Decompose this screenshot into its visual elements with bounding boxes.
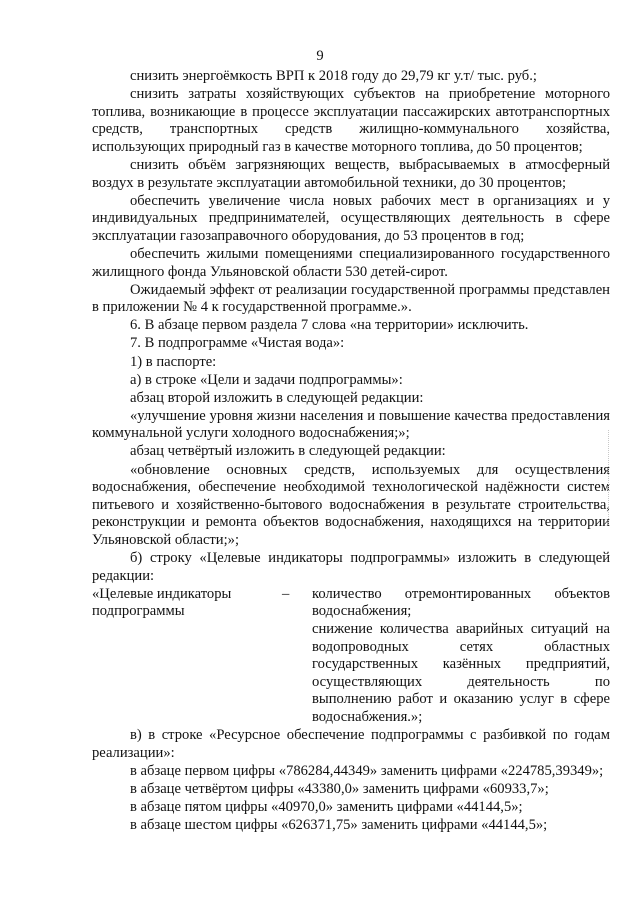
paragraph: 1) в паспорте: <box>130 353 217 370</box>
paragraph: снизить энергоёмкость ВРП к 2018 году до 29,79 кг у.т/ тыс. руб.; <box>130 68 537 84</box>
paragraph: абзац второй изложить в следующей редакции: <box>130 389 424 406</box>
scan-margin-mark <box>608 430 611 525</box>
paragraph: в абзаце четвёртом цифры «43380,0» заменить цифрами «60933,7»; <box>130 780 549 797</box>
paragraph: абзац четвёртый изложить в следующей редакции: <box>130 443 446 460</box>
paragraph: в абзаце шестом цифры «626371,75» заменить цифрами «44144,5»; <box>130 816 548 833</box>
paragraph: «улучшение уровня жизни населения и повышение качества предоставления коммунальной услуги холодного водоснабжения;»; <box>92 407 610 442</box>
indicator-values <box>312 586 610 727</box>
paragraph: в абзаце первом цифры «786284,44349» заменить цифрами «224785,39349»; <box>130 762 604 779</box>
indicator-label: «Целевые индикаторы подпрограммы <box>92 585 232 620</box>
paragraph: б) строку «Целевые индикаторы подпрограммы» изложить в следующей редакции: <box>92 550 610 584</box>
paragraph: снизить затраты хозяйствующих субъектов на приобретение моторного топлива, возникающие в процессе эксплуатации пассажирских автотранспортных средств, транспортных средств жилищно-коммунального хозяйства, использующих природный газ в качестве моторного топлива, до 50 процентов; <box>92 86 610 155</box>
paragraph: в абзаце пятом цифры «40970,0» заменить цифрами «44144,5»; <box>130 798 523 815</box>
paragraph: снизить объём загрязняющих веществ, выбрасываемых в атмосферный воздух в результате эксплуатации автомобильной техники, до 30 процентов; <box>92 156 610 191</box>
page-number: 9 <box>316 48 324 64</box>
paragraph: «обновление основных средств, используемых для осуществления водоснабжения, обеспечение необходимой технологической надёжности систем питьевого и хозяйственно-бытового водоснабжения в результате строительства, реконструкции и ремонта объектов водоснабжения, находящихся на территории Ульяновской области;»; <box>92 461 610 548</box>
paragraph: 7. В подпрограмме «Чистая вода»: <box>130 335 345 352</box>
paragraph: обеспечить увеличение числа новых рабочих мест в организациях и у индивидуальных предпринимателей, осуществляющих деятельность в сфере эксплуатации газозаправочного оборудования, до 53 процентов в год; <box>92 192 610 244</box>
paragraph: а) в строке «Цели и задачи подпрограммы»: <box>130 371 403 388</box>
paragraph: в) в строке «Ресурсное обеспечение подпрограммы с разбивкой по годам реализации»: <box>92 726 610 761</box>
paragraph: 6. В абзаце первом раздела 7 слова «на территории» исключить. <box>130 317 529 334</box>
paragraph: Ожидаемый эффект от реализации государственной программы представлен в приложении № 4 к государственной программе.». <box>92 281 610 316</box>
indicator-item: количество отремонтированных объектов водоснабжения; <box>312 585 610 620</box>
indicator-dash: – <box>282 585 290 602</box>
indicator-row <box>92 586 610 727</box>
document-body <box>92 68 610 835</box>
paragraph: обеспечить жилыми помещениями специализированного государственного жилищного фонда Ульяновской области 530 детей-сирот. <box>92 245 610 280</box>
indicator-item: снижение количества аварийных ситуаций на водопроводных сетях областных государственных казённых предприятий, осуществляющих деятельность по выполнению работ и оказанию услуг в сфере водоснабжения.»; <box>312 620 610 725</box>
